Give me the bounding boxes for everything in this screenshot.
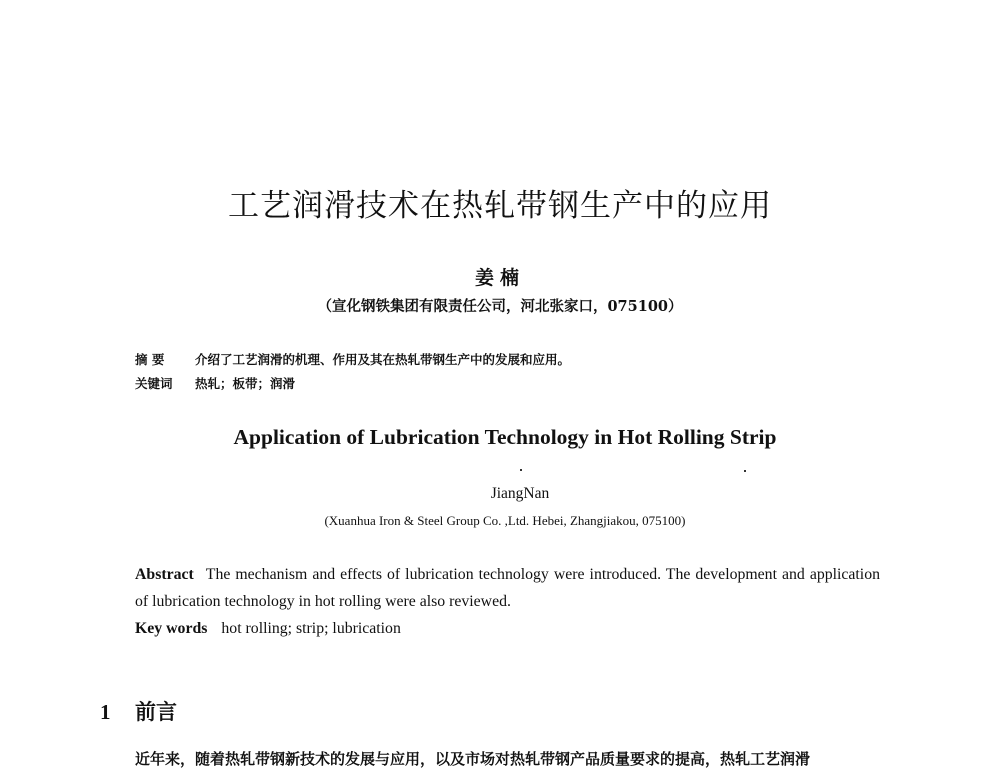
- chinese-abstract: [135, 350, 570, 368]
- chinese-keywords: [135, 374, 295, 392]
- scan-speck: [520, 469, 522, 471]
- chinese-abstract-label: 摘 要: [135, 352, 165, 367]
- english-keywords-text: hot rolling; strip; lubrication: [221, 620, 401, 637]
- english-keywords-label: Key words: [135, 620, 208, 637]
- chinese-author: 姜楠: [474, 267, 525, 289]
- english-abstract: [135, 561, 880, 615]
- chinese-affiliation: （宣化钢铁集团有限责任公司，河北张家口，075100）: [317, 298, 683, 315]
- english-abstract-label: Abstract: [135, 566, 194, 583]
- english-title: Application of Lubrication Technology in Hot Rolling Strip: [233, 425, 777, 449]
- scan-speck: [744, 470, 746, 472]
- chinese-keywords-label: 关键词: [135, 376, 173, 391]
- english-keywords: [135, 615, 401, 642]
- section-heading: [100, 696, 177, 726]
- english-abstract-text: The mechanism and effects of lubrication technology were introduced. The development and application of lubrication technology in hot rolling were also reviewed.: [135, 566, 880, 610]
- english-affiliation: (Xuanhua Iron & Steel Group Co. ,Ltd. Hebei, Zhangjiakou, 075100): [324, 513, 686, 528]
- chinese-title: 工艺润滑技术在热轧带钢生产中的应用: [228, 188, 772, 224]
- chinese-abstract-text: 介绍了工艺润滑的机理、作用及其在热轧带钢生产中的发展和应用。: [195, 352, 571, 367]
- english-author: JiangNan: [490, 485, 550, 502]
- chinese-keywords-text: 热轧；板带；润滑: [195, 376, 296, 391]
- section-number: 1: [100, 700, 111, 724]
- section-title: 前言: [135, 700, 177, 724]
- body-text-first-line: 近年来，随着热轧带钢新技术的发展与应用，以及市场对热轧带钢产品质量要求的提高，热轧工艺润滑: [135, 750, 811, 768]
